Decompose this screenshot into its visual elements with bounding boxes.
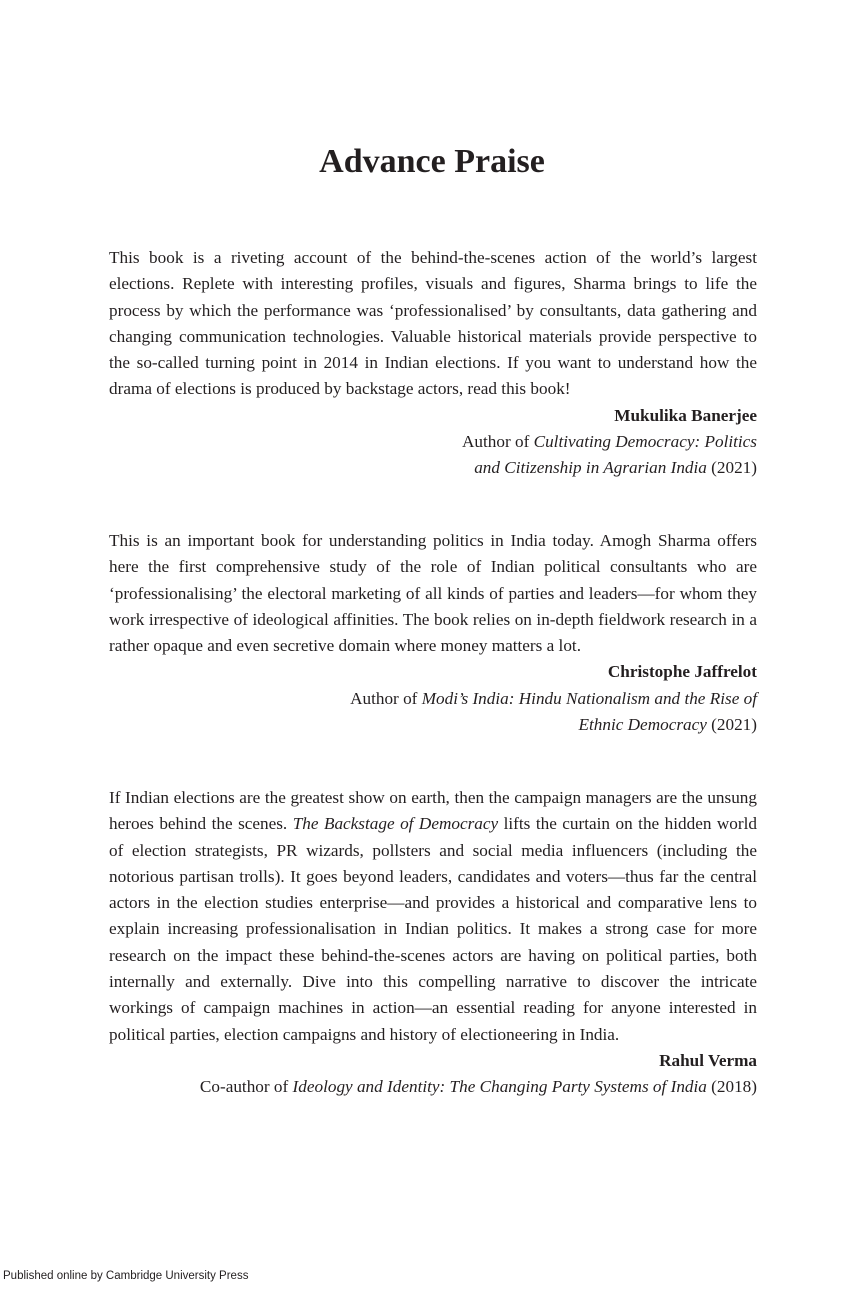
author-name: Rahul Verma xyxy=(659,1050,757,1070)
praise-text: This is an important book for understanding politics in India today. Amogh Sharma offers here the first comprehensive study of the role of Indian political consultants who are ‘professionalising’ the electoral marketing of all kinds of parties and leaders—for whom they work irrespective of ideological affinities. The book relies on in-depth fieldwork research in a rather opaque and even secretive domain where money matters a lot. xyxy=(109,531,757,656)
publication-year: (2021) xyxy=(706,458,757,478)
praise-text: This book is a riveting account of the behind-the-scenes action of the world’s largest elections. Replete with interesting profiles, visuals and figures, Sharma brings to life the process by which the performance was ‘professionalised’ by consultants, data gathering and changing communication technologies. Valuable historical materials provide perspective to the so-called turning point in 2014 in Indian elections. If you want to understand how the drama of elections is produced by backstage actors, read this book! xyxy=(109,248,757,399)
author-credit-line-1 xyxy=(109,429,757,455)
attribution xyxy=(109,403,757,482)
credit-prefix: Author of xyxy=(462,432,534,452)
praise-block-jaffrelot xyxy=(109,528,757,738)
book-title-continued: Ethnic Democracy xyxy=(578,715,707,735)
author-name: Mukulika Banerjee xyxy=(614,405,757,425)
book-title: Ideology and Identity: The Changing Party Systems of India xyxy=(292,1077,707,1097)
book-title-mention: The Backstage of Democracy xyxy=(292,814,499,834)
book-title: Cultivating Democracy: Politics xyxy=(533,432,757,452)
publisher-footer: Published online by Cambridge University Press xyxy=(3,1270,249,1282)
book-title: Modi’s India: Hindu Nationalism and the Rise of xyxy=(421,688,757,708)
author-name: Christophe Jaffrelot xyxy=(607,662,757,682)
attribution xyxy=(109,659,757,738)
attribution xyxy=(109,1048,757,1101)
credit-prefix: Co-author of xyxy=(199,1077,293,1097)
author-credit-line-1 xyxy=(109,1074,757,1100)
praise-text-start: If Indian elections are the greatest show on earth, then the campaign managers are the unsung heroes behind the scenes. xyxy=(109,788,757,834)
praise-block-banerjee xyxy=(109,245,757,482)
praise-block-verma xyxy=(109,785,757,1101)
publication-year: (2018) xyxy=(706,1077,757,1097)
page-title: Advance Praise xyxy=(319,143,545,180)
credit-prefix: Author of xyxy=(350,688,422,708)
publication-year: (2021) xyxy=(706,715,757,735)
book-title-continued: and Citizenship in Agrarian India xyxy=(474,458,707,478)
praise-text xyxy=(109,785,757,1048)
author-credit-line-1 xyxy=(109,686,757,712)
author-credit-line-2 xyxy=(109,712,757,738)
author-credit-line-2 xyxy=(109,455,757,481)
praise-text-rest: lifts the curtain on the hidden world of election strategists, PR wizards, pollsters and social media influencers (including the notorious partisan trolls). It goes beyond leaders, candidates and voters—thus far the central actors in the election studies enterprise—and provides a historical and comparative lens to explain increasing professionalisation in Indian politics. It makes a strong case for more research on the impact these behind-the-scenes actors are having on political parties, both internally and externally. Dive into this compelling narrative to discover the intricate workings of campaign machines in action—an essential reading for anyone interested in political parties, election campaigns and history of electioneering in India. xyxy=(109,814,757,1044)
